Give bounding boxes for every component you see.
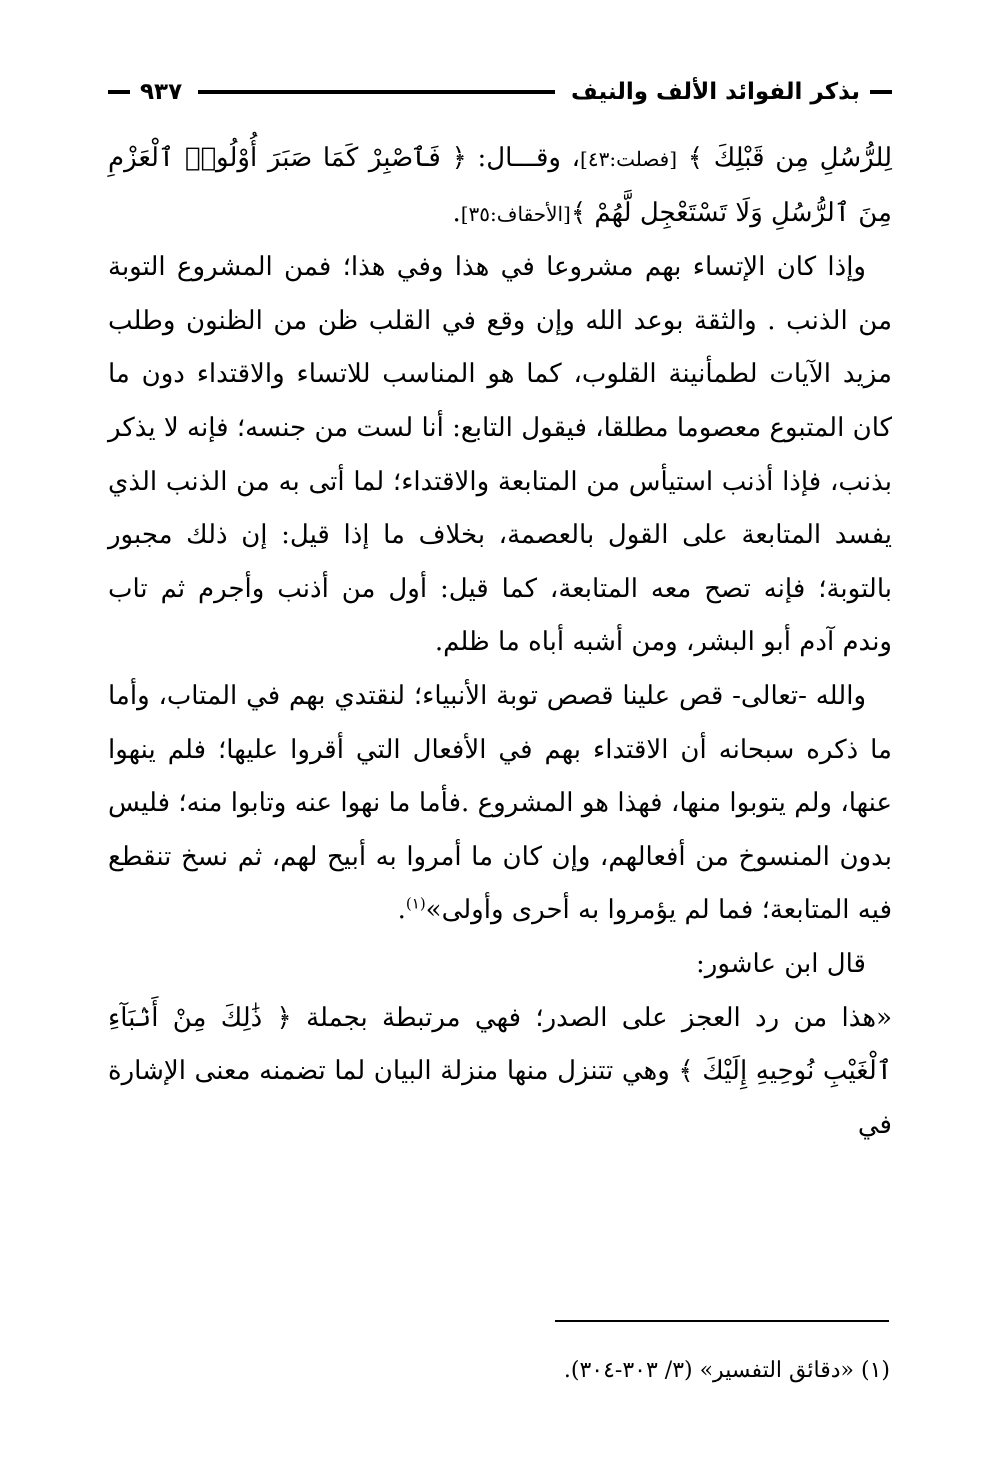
verse-reference-1: [فصلت:٤٣] <box>580 147 678 171</box>
footnote-number: (١) <box>860 1358 890 1383</box>
header-dash-right <box>870 90 892 94</box>
paragraph-1-connector: ، وقـــال: <box>477 143 581 173</box>
header-title: بذكر الفوائد الألف والنيف <box>571 79 860 105</box>
paragraph-2: وإذا كان الإتساء بهم مشروعا في هذا وفي هذا؛ فمن المشروع التوبة من الذنب . والثقة بوعد الله وإن وقع في القلب ظن من الظنون وطلب مزيد الآيات لطمأنينة القلوب، كما هو المناسب للاتساء والاقتداء دون ما كان المتبوع معصوما مطلقا، فيقول التابع: أنا لست من جنسه؛ فإنه لا يذكر بذنب، فإذا أذنب استيأس من المتابعة والاقتداء؛ لما أتى به من الذنب الذي يفسد المتابعة على القول بالعصمة، بخلاف ما إذا قيل: إن ذلك مجبور بالتوبة؛ فإنه تصح معه المتابعة، كما قيل: أول من أذنب وأجرم ثم تاب وندم آدم أبو البشر، ومن أشبه أباه ما ظلم. <box>108 252 892 658</box>
footnote <box>108 1355 890 1387</box>
paragraph-5-text-a: «هذا من رد العجز على الصدر؛ فهي مرتبطة بجملة <box>306 1002 892 1033</box>
quran-verse-2: فَٱصْبِرْ كَمَا صَبَرَ أُوْلُوا۟ ٱلْعَزْمِ مِنَ ٱلرُّسُلِ وَلَا تَسْتَعْجِل لَّهُمْ <box>108 143 892 228</box>
verse-reference-2: [الأحقاف:٣٥] <box>460 201 571 226</box>
paragraph-4: قال ابن عاشور: <box>696 948 866 979</box>
paragraph-3-text: والله -تعالى- قص علينا قصص توبة الأنبياء؛ لنقتدي بهم في المتاب، وأما ما ذكره سبحانه أن الاقتداء بهم في الأفعال التي أقروا عليها؛ فلم ينهوا عنها، ولم يتوبوا منها، فهذا هو المشروع .فأما ما نهوا عنه وتابوا منه؛ فليس بدون المنسوخ من أفعالهم، وإن كان ما أمروا به أبيح لهم، ثم نسخ تنقطع فيه المتابعة؛ فما لم يؤمروا به أحرى وأولى» <box>108 680 892 926</box>
paragraph-3: والله -تعالى- قص علينا قصص توبة الأنبياء؛ لنقتدي بهم في المتاب، وأما ما ذكره سبحانه أن الاقتداء بهم في الأفعال التي أقروا عليها؛ فلم ينهوا عنها، ولم يتوبوا منها، فهذا هو المشروع .فأما ما نهوا عنه وتابوا منه؛ فليس بدون المنسوخ من أفعالهم، وإن كان ما أمروا به أبيح لهم، ثم نسخ تنقطع فيه المتابعة؛ فما لم يؤمروا به أحرى وأولى»$^{(١)}$. <box>108 680 892 926</box>
header-dash-left <box>108 90 130 94</box>
paragraph-5: «هذا من رد العجز على الصدر؛ فهي مرتبطة بجملة ﴿ ذَٰلِكَ مِنْ أَنۢبَآءِ ٱلْغَيْبِ نُوحِيهِ إِلَيْكَ ﴾ وهي تتنزل منها منزلة البيان لما تضمنه معنى الإشارة في <box>108 1002 892 1140</box>
page-number: ٩٣٧ <box>140 79 183 105</box>
header-rule <box>198 90 555 94</box>
footnote-separator <box>555 1320 889 1322</box>
paragraph-5-text-b: وهي تتنزل منها منزلة البيان لما تضمنه معنى الإشارة في <box>108 1056 892 1140</box>
quran-verse-3: ذَٰلِكَ مِنْ أَنۢبَآءِ ٱلْغَيْبِ نُوحِيهِ إِلَيْكَ <box>108 1002 892 1087</box>
running-header <box>108 72 892 112</box>
main-text <box>108 132 892 1152</box>
paragraph-1: لِلرُّسُلِ مِن قَبْلِكَ ﴾ [فصلت:٤٣]، وقـــال: ﴿ فَٱصْبِرْ كَمَا صَبَرَ أُوْلُوا۟ ٱلْعَزْمِ مِنَ ٱلرُّسُلِ وَلَا تَسْتَعْجِل لَّهُمْ ﴾[الأحقاف:٣٥]. <box>108 143 892 228</box>
footnote-text: «دقائق التفسير» (٣/ ٣٠٣-٣٠٤). <box>563 1358 854 1383</box>
quran-verse-1: لِلرُّسُلِ مِن قَبْلِكَ <box>713 143 892 173</box>
footnote-marker: (١) <box>405 894 426 913</box>
